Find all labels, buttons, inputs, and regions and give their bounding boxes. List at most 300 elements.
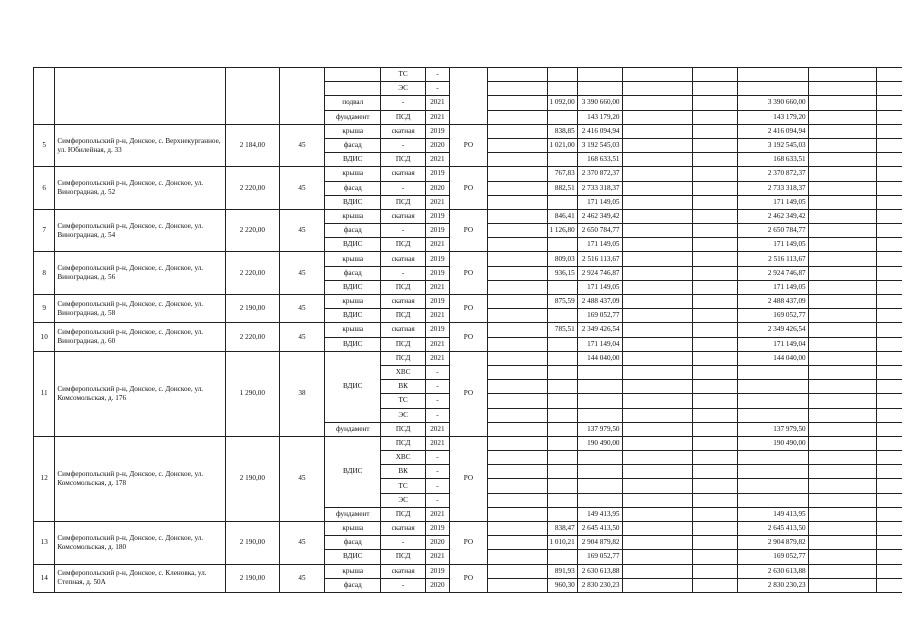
type-cell: ПСД xyxy=(381,195,426,209)
cost-cell: 2 924 746,87 xyxy=(577,266,622,280)
total-cell xyxy=(737,380,808,394)
cost-cell xyxy=(577,68,622,82)
cost-cell: 2 650 784,77 xyxy=(577,224,622,238)
empty-cell xyxy=(808,309,877,323)
empty-cell xyxy=(622,295,693,309)
cost-cell: 144 040,00 xyxy=(577,351,622,365)
total-cell: 169 052,77 xyxy=(737,550,808,564)
empty-cell xyxy=(622,337,693,351)
edge-cell xyxy=(877,209,903,223)
years-cell: 45 xyxy=(279,564,325,592)
type-cell: ЭС xyxy=(381,493,426,507)
volume-cell xyxy=(547,451,577,465)
total-cell xyxy=(737,408,808,422)
element-cell: подвал xyxy=(325,96,381,110)
type-cell: скатная xyxy=(381,167,426,181)
type-cell: ПСД xyxy=(381,550,426,564)
edge-cell xyxy=(877,280,903,294)
total-cell: 3 192 545,03 xyxy=(737,138,808,152)
year-cell: - xyxy=(426,365,450,379)
area-cell: 2 220,00 xyxy=(226,167,279,210)
volume-cell xyxy=(547,351,577,365)
element-cell xyxy=(325,82,381,96)
edge-cell xyxy=(877,408,903,422)
empty-cell xyxy=(693,238,737,252)
cost-cell: 2 630 613,88 xyxy=(577,564,622,578)
type-cell: ТС xyxy=(381,394,426,408)
empty-cell xyxy=(808,238,877,252)
empty-cell xyxy=(808,578,877,592)
type-cell: ПСД xyxy=(381,507,426,521)
gap-cell xyxy=(488,550,547,564)
cost-cell: 169 052,77 xyxy=(577,550,622,564)
gap-cell xyxy=(488,380,547,394)
gap-cell xyxy=(488,507,547,521)
empty-cell xyxy=(693,493,737,507)
edge-cell xyxy=(877,394,903,408)
volume-cell xyxy=(547,408,577,422)
empty-cell xyxy=(622,422,693,436)
element-cell: фасад xyxy=(325,578,381,592)
year-cell: 2021 xyxy=(426,153,450,167)
cost-cell xyxy=(577,465,622,479)
year-cell: 2019 xyxy=(426,564,450,578)
type-cell: скатная xyxy=(381,323,426,337)
area-cell xyxy=(226,68,279,125)
type-cell: - xyxy=(381,536,426,550)
type-cell: ПСД xyxy=(381,436,426,450)
years-cell: 45 xyxy=(279,436,325,521)
empty-cell xyxy=(693,309,737,323)
total-cell xyxy=(737,68,808,82)
edge-cell xyxy=(877,465,903,479)
empty-cell xyxy=(808,493,877,507)
empty-cell xyxy=(808,479,877,493)
status-cell: 2021 xyxy=(426,110,450,124)
total-cell: 171 149,05 xyxy=(737,238,808,252)
table-row xyxy=(34,252,905,266)
element-cell: ВДИС xyxy=(325,153,381,167)
status-cell: 2021 xyxy=(426,96,450,110)
empty-cell xyxy=(693,82,737,96)
empty-cell xyxy=(808,295,877,309)
element-cell: ВДИС xyxy=(325,238,381,252)
empty-cell xyxy=(808,252,877,266)
years-cell: 45 xyxy=(279,167,325,210)
element-cell: фасад xyxy=(325,181,381,195)
empty-cell xyxy=(808,564,877,578)
empty-cell xyxy=(622,380,693,394)
empty-cell xyxy=(693,266,737,280)
empty-cell xyxy=(693,422,737,436)
type-cell: ТС xyxy=(381,479,426,493)
empty-cell xyxy=(693,522,737,536)
document-page xyxy=(33,67,905,593)
empty-cell xyxy=(622,522,693,536)
row-number-cell: 8 xyxy=(34,252,55,295)
gap-cell xyxy=(488,451,547,465)
empty-cell xyxy=(808,337,877,351)
volume-cell xyxy=(547,422,577,436)
empty-cell xyxy=(808,124,877,138)
gap-cell xyxy=(488,110,547,124)
type-cell: скатная xyxy=(381,252,426,266)
gap-cell xyxy=(488,167,547,181)
address-cell xyxy=(55,68,226,125)
address-cell: Симферопольский р-н, Донское, с. Донское, ул. Виноградная, д. 58 xyxy=(55,295,226,323)
type-cell: - xyxy=(381,578,426,592)
year-cell: 2019 xyxy=(426,209,450,223)
year-cell: 2019 xyxy=(426,124,450,138)
year-cell: 2021 xyxy=(426,195,450,209)
row-number-cell: 11 xyxy=(34,351,55,436)
cost-cell: 168 633,51 xyxy=(577,153,622,167)
year-cell: 2019 xyxy=(426,224,450,238)
type-cell: ВК xyxy=(381,465,426,479)
edge-cell xyxy=(877,252,903,266)
empty-cell xyxy=(693,465,737,479)
area-cell: 2 220,00 xyxy=(226,323,279,351)
gap-cell xyxy=(488,578,547,592)
gap-cell xyxy=(488,309,547,323)
table-row xyxy=(34,522,905,536)
empty-cell xyxy=(693,280,737,294)
volume-cell: 767,83 xyxy=(547,167,577,181)
total-cell: 169 052,77 xyxy=(737,309,808,323)
total-cell: 144 040,00 xyxy=(737,351,808,365)
edge-cell xyxy=(877,309,903,323)
cost-cell: 2 645 413,50 xyxy=(577,522,622,536)
empty-cell xyxy=(622,408,693,422)
total-cell: 137 979,50 xyxy=(737,422,808,436)
gap-cell xyxy=(488,224,547,238)
total-cell: 2 830 230,23 xyxy=(737,578,808,592)
year-cell: - xyxy=(426,479,450,493)
address-cell: Симферопольский р-н, Донское, с. Донское, ул. Комсомольская, д. 178 xyxy=(55,436,226,521)
table-row xyxy=(34,564,905,578)
table-row xyxy=(34,323,905,337)
empty-cell xyxy=(808,365,877,379)
area-cell: 2 190,00 xyxy=(226,564,279,592)
cost-cell xyxy=(577,493,622,507)
address-cell: Симферопольский р-н, Донское, с. Донское, ул. Комсомольская, д. 180 xyxy=(55,522,226,565)
year-cell: 2021 xyxy=(426,238,450,252)
row-number-cell: 9 xyxy=(34,295,55,323)
gap-cell xyxy=(488,436,547,450)
edge-cell xyxy=(877,110,903,124)
edge-cell xyxy=(877,323,903,337)
element-cell: ВДИС xyxy=(325,280,381,294)
year-cell: - xyxy=(426,451,450,465)
year-cell: 2021 xyxy=(426,422,450,436)
gap-cell xyxy=(488,68,547,82)
empty-cell xyxy=(808,266,877,280)
year-cell: 2021 xyxy=(426,309,450,323)
empty-cell xyxy=(693,536,737,550)
volume-cell: 838,85 xyxy=(547,124,577,138)
edge-cell xyxy=(877,195,903,209)
cost-cell: 2 416 094,94 xyxy=(577,124,622,138)
empty-cell xyxy=(622,479,693,493)
volume-cell xyxy=(547,465,577,479)
volume-cell: 1 010,21 xyxy=(547,536,577,550)
gap-cell xyxy=(488,493,547,507)
cost-cell: 143 179,20 xyxy=(577,110,622,124)
edge-cell xyxy=(877,365,903,379)
year-cell: 2021 xyxy=(426,550,450,564)
element-cell: фундамент xyxy=(325,422,381,436)
volume-cell xyxy=(547,365,577,379)
empty-cell xyxy=(622,181,693,195)
years-cell: 45 xyxy=(279,522,325,565)
type-cell: ХВС xyxy=(381,451,426,465)
edge-cell xyxy=(877,493,903,507)
element-cell: ВДИС xyxy=(325,195,381,209)
empty-cell xyxy=(693,138,737,152)
element-cell: крыша xyxy=(325,522,381,536)
volume-cell: 846,41 xyxy=(547,209,577,223)
cost-cell: 171 149,05 xyxy=(577,238,622,252)
year-cell: 2021 xyxy=(426,507,450,521)
type-cell: скатная xyxy=(381,564,426,578)
table-row xyxy=(34,351,905,365)
volume-cell xyxy=(547,337,577,351)
year-cell: 2020 xyxy=(426,578,450,592)
source-cell: РО xyxy=(449,252,487,295)
empty-cell xyxy=(693,167,737,181)
element-cell: крыша xyxy=(325,295,381,309)
gap-cell xyxy=(488,295,547,309)
volume-cell: 875,59 xyxy=(547,295,577,309)
element-cell: фасад xyxy=(325,224,381,238)
cost-cell: 2 733 318,37 xyxy=(577,181,622,195)
gap-cell xyxy=(488,280,547,294)
total-cell: 2 462 349,42 xyxy=(737,209,808,223)
years-cell: 38 xyxy=(279,351,325,436)
total-cell: 2 630 613,88 xyxy=(737,564,808,578)
empty-cell xyxy=(808,209,877,223)
table-row xyxy=(34,436,905,450)
source-cell: РО xyxy=(449,436,487,521)
gap-cell xyxy=(488,323,547,337)
empty-cell xyxy=(622,309,693,323)
row-number-cell: 7 xyxy=(34,209,55,252)
empty-cell xyxy=(693,195,737,209)
cost-cell: 171 149,05 xyxy=(577,195,622,209)
gap-cell xyxy=(488,465,547,479)
empty-cell xyxy=(622,138,693,152)
gap-cell xyxy=(488,124,547,138)
empty-cell xyxy=(622,564,693,578)
source-cell: РО xyxy=(449,124,487,167)
empty-cell xyxy=(808,195,877,209)
total-cell: 143 179,20 xyxy=(737,110,808,124)
type-cell: - xyxy=(381,138,426,152)
source-cell: РО xyxy=(449,522,487,565)
empty-cell xyxy=(622,365,693,379)
edge-cell xyxy=(877,266,903,280)
empty-cell xyxy=(693,96,737,110)
area-cell: 2 220,00 xyxy=(226,209,279,252)
year-cell: 2019 xyxy=(426,323,450,337)
empty-cell xyxy=(808,110,877,124)
empty-cell xyxy=(808,224,877,238)
volume-cell xyxy=(547,479,577,493)
total-cell xyxy=(737,479,808,493)
cost-cell: 2 488 437,09 xyxy=(577,295,622,309)
years-cell: 45 xyxy=(279,323,325,351)
element-cell: крыша xyxy=(325,252,381,266)
total-cell: 149 413,95 xyxy=(737,507,808,521)
address-cell: Симферопольский р-н, Донское, с. Донское, ул. Виноградная, д. 52 xyxy=(55,167,226,210)
empty-cell xyxy=(693,224,737,238)
area-cell: 2 184,00 xyxy=(226,124,279,167)
edge-cell xyxy=(877,181,903,195)
empty-cell xyxy=(808,68,877,82)
empty-cell xyxy=(622,96,693,110)
cost-cell: 2 349 426,54 xyxy=(577,323,622,337)
gap-cell xyxy=(488,536,547,550)
volume-cell xyxy=(547,436,577,450)
empty-cell xyxy=(693,550,737,564)
element-cell: ВДИС xyxy=(325,309,381,323)
empty-cell xyxy=(808,351,877,365)
empty-cell xyxy=(693,380,737,394)
volume-cell xyxy=(547,238,577,252)
row-number-cell: 14 xyxy=(34,564,55,592)
empty-cell xyxy=(622,124,693,138)
empty-cell xyxy=(622,578,693,592)
address-cell: Симферопольский р-н, Донское, с. Донское, ул. Виноградная, д. 56 xyxy=(55,252,226,295)
empty-cell xyxy=(622,224,693,238)
table-row xyxy=(34,209,905,223)
edge-cell xyxy=(877,124,903,138)
cost-cell xyxy=(577,479,622,493)
volume-cell xyxy=(547,110,577,124)
edge-cell xyxy=(877,479,903,493)
element-cell: ВДИС xyxy=(325,351,381,422)
source-cell xyxy=(449,68,487,125)
empty-cell xyxy=(693,564,737,578)
gap-cell xyxy=(488,238,547,252)
empty-cell xyxy=(808,167,877,181)
row-number-cell: 12 xyxy=(34,436,55,521)
empty-cell xyxy=(808,96,877,110)
empty-cell xyxy=(693,479,737,493)
cost-cell: 149 413,95 xyxy=(577,507,622,521)
element-cell: фасад xyxy=(325,138,381,152)
gap-cell xyxy=(488,365,547,379)
total-cell: 2 488 437,09 xyxy=(737,295,808,309)
table-row xyxy=(34,167,905,181)
source-cell: РО xyxy=(449,295,487,323)
address-cell: Симферопольский р-н, Донское, с. Донское, ул. Комсомольская, д. 176 xyxy=(55,351,226,436)
edge-cell xyxy=(877,451,903,465)
cost-cell: 2 830 230,23 xyxy=(577,578,622,592)
edge-cell xyxy=(877,522,903,536)
empty-cell xyxy=(622,394,693,408)
empty-cell xyxy=(693,153,737,167)
empty-cell xyxy=(808,380,877,394)
empty-cell xyxy=(808,536,877,550)
table-row xyxy=(34,124,905,138)
year-cell: 2020 xyxy=(426,181,450,195)
source-cell: РО xyxy=(449,323,487,351)
year-cell: 2019 xyxy=(426,522,450,536)
volume-cell xyxy=(547,195,577,209)
edge-cell xyxy=(877,507,903,521)
area-cell: 2 190,00 xyxy=(226,522,279,565)
element-cell: крыша xyxy=(325,564,381,578)
total-cell xyxy=(737,451,808,465)
row-number-cell: 10 xyxy=(34,323,55,351)
volume-cell xyxy=(547,550,577,564)
type-cell: - xyxy=(381,266,426,280)
gap-cell xyxy=(488,82,547,96)
empty-cell xyxy=(808,394,877,408)
year-cell: 2019 xyxy=(426,295,450,309)
empty-cell xyxy=(693,181,737,195)
empty-cell xyxy=(808,550,877,564)
status-cell: - xyxy=(426,68,450,82)
empty-cell xyxy=(622,167,693,181)
empty-cell xyxy=(622,436,693,450)
year-cell: 2021 xyxy=(426,280,450,294)
empty-cell xyxy=(622,82,693,96)
edge-cell xyxy=(877,167,903,181)
table-row xyxy=(34,68,905,82)
edge-cell xyxy=(877,578,903,592)
type-cell: ПСД xyxy=(381,110,426,124)
type-cell: ПСД xyxy=(381,337,426,351)
total-cell: 168 633,51 xyxy=(737,153,808,167)
years-cell: 45 xyxy=(279,295,325,323)
type-cell: ЭС xyxy=(381,408,426,422)
year-cell: 2019 xyxy=(426,252,450,266)
source-cell: РО xyxy=(449,351,487,436)
cost-cell: 2 904 879,82 xyxy=(577,536,622,550)
gap-cell xyxy=(488,195,547,209)
year-cell: - xyxy=(426,380,450,394)
edge-cell xyxy=(877,351,903,365)
empty-cell xyxy=(808,153,877,167)
cost-cell: 169 052,77 xyxy=(577,309,622,323)
element-cell: фундамент xyxy=(325,507,381,521)
edge-cell xyxy=(877,380,903,394)
year-cell: 2020 xyxy=(426,536,450,550)
empty-cell xyxy=(622,266,693,280)
total-cell: 2 733 318,37 xyxy=(737,181,808,195)
cost-cell: 3 390 660,00 xyxy=(577,96,622,110)
element-cell: крыша xyxy=(325,209,381,223)
edge-cell xyxy=(877,96,903,110)
type-cell: ПСД xyxy=(381,280,426,294)
edge-cell xyxy=(877,436,903,450)
type-cell: - xyxy=(381,181,426,195)
empty-cell xyxy=(808,138,877,152)
type-cell: ПСД xyxy=(381,309,426,323)
empty-cell xyxy=(622,536,693,550)
empty-cell xyxy=(693,124,737,138)
years-cell xyxy=(279,68,325,125)
empty-cell xyxy=(808,522,877,536)
type-cell: ХВС xyxy=(381,365,426,379)
element-cell: фасад xyxy=(325,266,381,280)
empty-cell xyxy=(622,252,693,266)
total-cell: 2 416 094,94 xyxy=(737,124,808,138)
edge-cell xyxy=(877,337,903,351)
source-cell: РО xyxy=(449,564,487,592)
